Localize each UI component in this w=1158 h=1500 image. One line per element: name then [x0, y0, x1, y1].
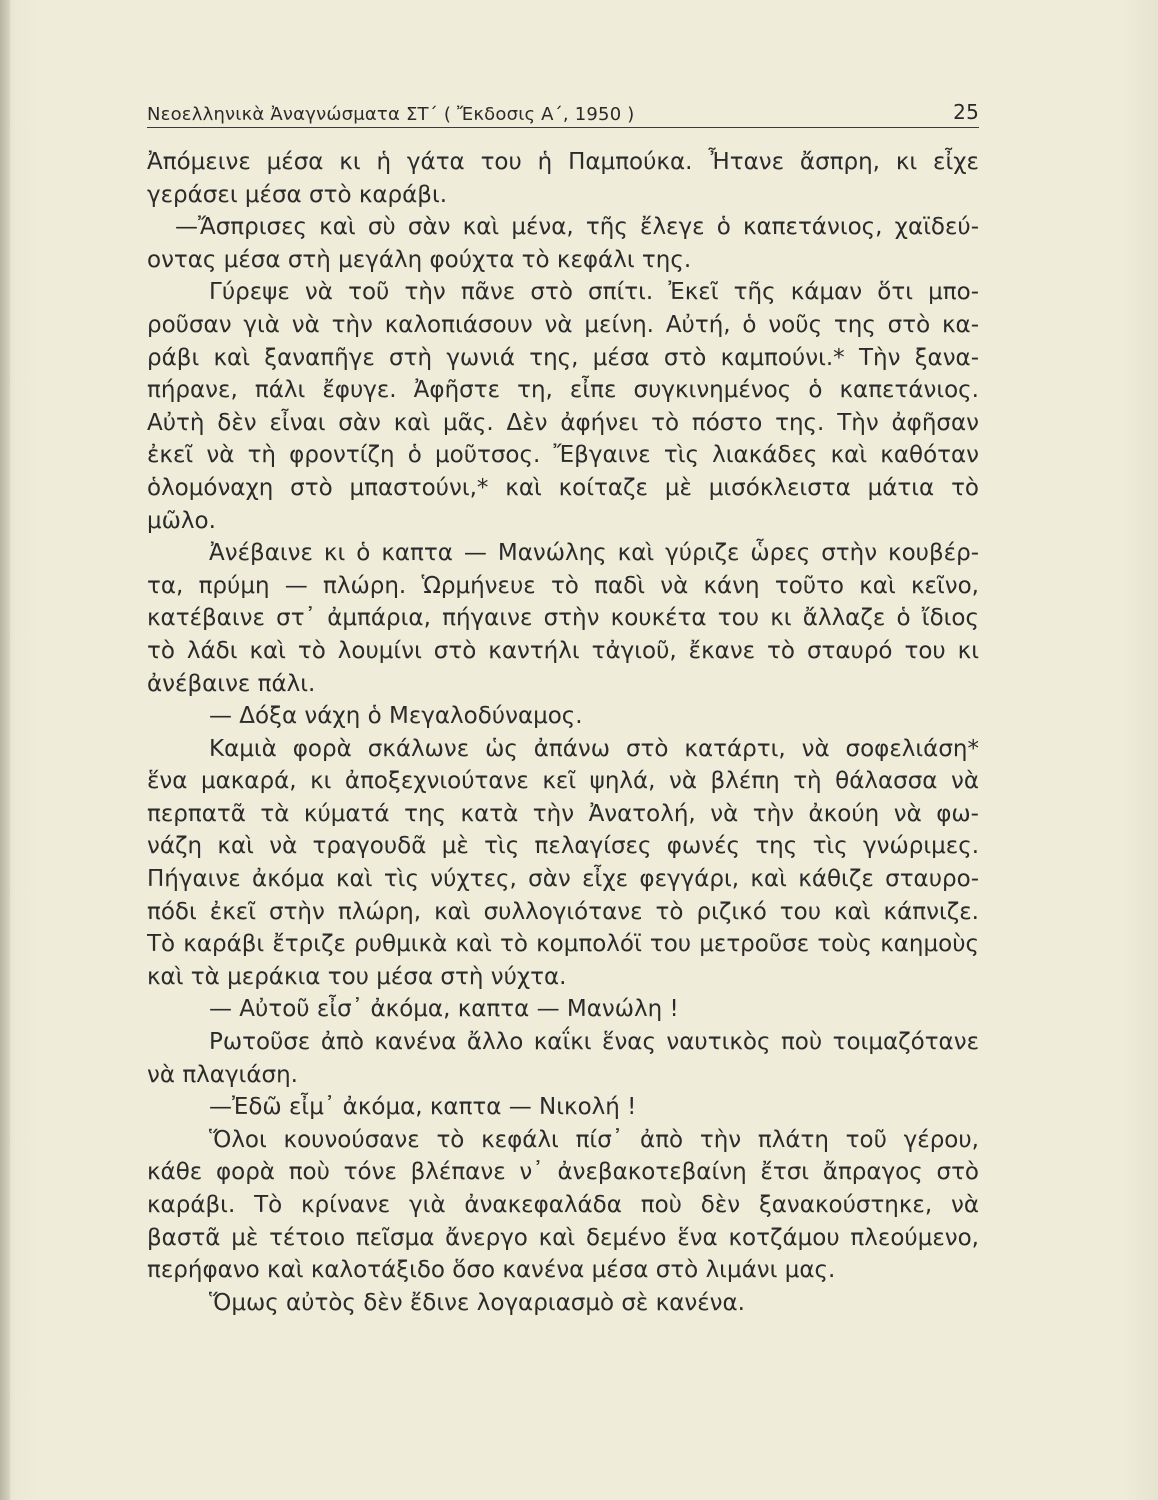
text-line: — Δόξα νάχη ὁ Μεγαλοδύναμος. [209, 703, 583, 730]
text-line: περήφανο καὶ καλοτάξιδο ὅσο κανένα μέσα στὸ λιμάνι μας. [147, 1257, 836, 1284]
text-line: οντας μέσα στὴ μεγάλη φούχτα τὸ κεφάλι της. [147, 246, 692, 273]
text-line: Τὸ καράβι ἔτριζε ρυθμικὰ καὶ τὸ κομπολόϊ του μετροῦσε τοὺς καημοὺς [147, 931, 979, 958]
text-line: ἐκεῖ νὰ τὴ φροντίζη ὁ μοῦτσος. Ἔβγαινε τὶς λιακάδες καὶ καθόταν [147, 442, 979, 469]
text-line: πήρανε, πάλι ἔφυγε. Ἀφῆστε τη, εἶπε συγκινημένος ὁ καπετάνιος. [147, 377, 979, 404]
text-line: Ρωτοῦσε ἀπὸ κανένα ἄλλο καΐκι ἕνας ναυτικὸς ποὺ τοιμαζότανε [209, 1029, 979, 1056]
text-line: βαστᾶ μὲ τέτοιο πεῖσμα ἄνεργο καὶ δεμένο ἕνα κοτζάμου πλεούμενο, [147, 1224, 979, 1251]
text-line: —Ἄσπρισες καὶ σὺ σὰν καὶ μένα, τῆς ἔλεγε ὁ καπετάνιος, χαϊδεύ- [175, 214, 979, 241]
running-header [147, 100, 979, 130]
text-line: Ὅμως αὐτὸς δὲν ἔδινε λογαριασμὸ σὲ κανένα. [209, 1289, 745, 1316]
text-line: ροῦσαν γιὰ νὰ τὴν καλοπιάσουν νὰ μείνη. Αὐτή, ὁ νοῦς της στὸ κα- [147, 311, 979, 338]
text-line: κάθε φορὰ ποὺ τόνε βλέπανε ν᾽ ἀνεβακοτεβαίνη ἔτσι ἄπραγος στὸ [147, 1159, 979, 1186]
text-line: καὶ τὰ μεράκια του μέσα στὴ νύχτα. [147, 963, 567, 990]
text-line: κατέβαινε στ᾽ ἀμπάρια, πήγαινε στὴν κουκέτα του κι ἄλλαζε ὁ ἴδιος [147, 605, 979, 632]
header-title: Νεοελληνικὰ Ἀναγνώσματα ΣΤ΄ ( Ἔκδοσις Α΄, 1950 ) [147, 104, 635, 125]
text-line: Γύρεψε νὰ τοῦ τὴν πᾶνε στὸ σπίτι. Ἐκεῖ τῆς κάμαν ὅτι μπο- [209, 279, 979, 306]
text-line: ὁλομόναχη στὸ μπαστούνι,* καὶ κοίταζε μὲ μισόκλειστα μάτια τὸ [147, 474, 979, 501]
text-line: μῶλο. [147, 507, 216, 534]
text-line: ἀνέβαινε πάλι. [147, 670, 316, 697]
header-rule [147, 127, 979, 128]
text-line: περπατᾶ τὰ κύματά της κατὰ τὴν Ἀνατολή, νὰ τὴν ἀκούη νὰ φω- [147, 800, 979, 827]
text-line: τα, πρύμη — πλώρη. Ὡρμήνευε τὸ παδὶ νὰ κάνη τοῦτο καὶ κεῖνο, [147, 572, 979, 599]
text-line: ἕνα μακαρά, κι ἀποξεχνιούτανε κεῖ ψηλά, νὰ βλέπη τὴ θάλασσα νὰ [147, 768, 979, 795]
page-number: 25 [953, 100, 979, 124]
text-line: Αὐτὴ δὲν εἶναι σὰν καὶ μᾶς. Δὲν ἀφήνει τὸ πόστο της. Τὴν ἀφῆσαν [147, 409, 979, 436]
page-binding-edge [0, 0, 10, 1500]
text-line: νάζη καὶ νὰ τραγουδᾶ μὲ τὶς πελαγίσες φωνές της τὶς γνώριμες. [147, 833, 979, 860]
text-line: Καμιὰ φορὰ σκάλωνε ὡς ἀπάνω στὸ κατάρτι, νὰ σοφελιάση* [209, 735, 979, 762]
text-line: ράβι καὶ ξαναπῆγε στὴ γωνιά της, μέσα στὸ καμπούνι.* Τὴν ξανα- [147, 344, 979, 371]
text-line: Ὅλοι κουνούσανε τὸ κεφάλι πίσ᾽ ἀπὸ τὴν πλάτη τοῦ γέρου, [209, 1126, 979, 1153]
text-line: Ἀνέβαινε κι ὁ καπτα — Μανώλης καὶ γύριζε ὧρες στὴν κουβέρ- [209, 540, 979, 567]
text-line: καράβι. Τὸ κρίνανε γιὰ ἀνακεφαλάδα ποὺ δὲν ξανακούστηκε, νὰ [147, 1192, 979, 1218]
text-line: γεράσει μέσα στὸ καράβι. [147, 181, 448, 208]
body-text [147, 146, 979, 1319]
text-line: Ἀπόμεινε μέσα κι ἡ γάτα του ἡ Παμπούκα. Ἦτανε ἄσπρη, κι εἶχε [147, 149, 979, 175]
text-line: νὰ πλαγιάση. [147, 1061, 298, 1088]
text-line: πόδι ἐκεῖ στὴν πλώρη, καὶ συλλογιότανε τὸ ριζικό του καὶ κάπνιζε. [147, 898, 979, 925]
text-line: — Αὐτοῦ εἶσ᾽ ἀκόμα, καπτα — Μανώλη ! [209, 996, 679, 1023]
text-line: —Ἐδῶ εἶμ᾽ ἀκόμα, καπτα — Νικολή ! [209, 1094, 637, 1121]
text-line: Πήγαινε ἀκόμα καὶ τὶς νύχτες, σὰν εἶχε φεγγάρι, καὶ κάθιζε σταυρο- [147, 866, 979, 893]
text-line: τὸ λάδι καὶ τὸ λουμίνι στὸ καντήλι τἀγιοῦ, ἔκανε τὸ σταυρό του κι [147, 637, 979, 664]
